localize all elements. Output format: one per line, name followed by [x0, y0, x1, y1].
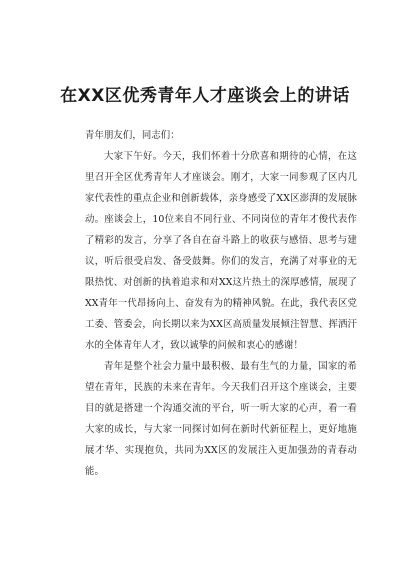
document-title: 在XX区优秀青年人才座谈会上的讲话: [60, 86, 350, 106]
paragraph-2: 青年是整个社会力量中最积极、最有生气的力量，国家的希望在青年，民族的未来在青年。今天我们召开这个座谈会，主要目的就是搭建一个沟通交流的平台，听一听大家的心声，看一看大家的成长，与大家一同探讨如何在新时代新征程上，更好地施展才华、实现抱负，共同为XX区的发展注入更加强劲的青春动能。: [85, 361, 357, 477]
salutation: 青年朋友们，同志们：: [85, 130, 180, 141]
document-body: [85, 125, 357, 482]
paragraph-1: 大家下午好。今天，我们怀着十分欣喜和期待的心情，在这里召开全区优秀青年人才座谈会。刚才，大家一同参观了区内几家代表性的重点企业和创新载体，亲身感受了XX区澎湃的发展脉动。座谈会上，10位来自不同行业、不同岗位的青年才俊代表作了精彩的发言，分享了各自在奋斗路上的收获与感悟、思考与建议，听后很受启发、备受鼓舞。你们的发言，充满了对事业的无限热忱、对创新的执着追求和对XX这片热土的深厚感情，展现了XX青年一代昂扬向上、奋发有为的精神风貌。在此，我代表区党工委、管委会，向长期以来为XX区高质量发展倾注智慧、挥洒汗水的全体青年人才，致以诚挚的问候和衷心的感谢！: [85, 151, 357, 351]
